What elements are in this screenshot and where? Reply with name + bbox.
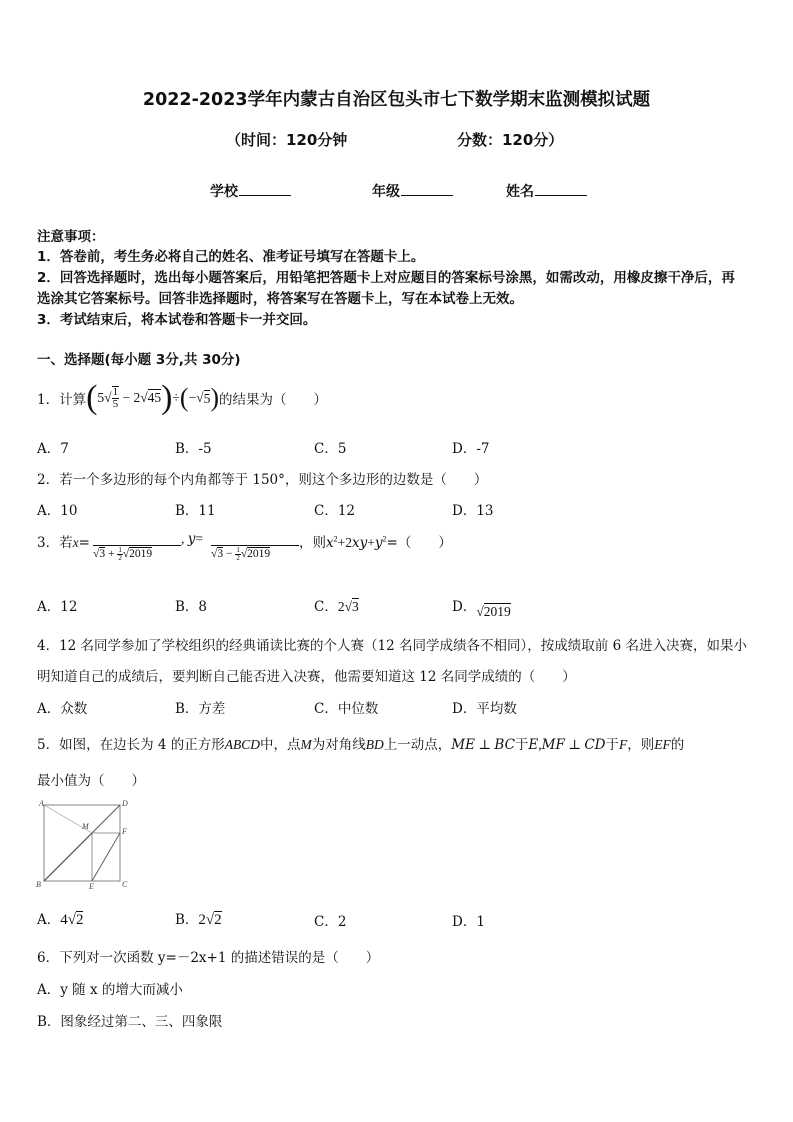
q3-option-d[interactable]: D．√2019 [452,599,511,619]
q1-option-c[interactable]: C．5 [314,441,347,457]
q5-option-c[interactable]: C．2 [314,914,347,930]
figure-label-c: C [122,880,128,889]
q4-option-c[interactable]: C．中位数 [314,701,379,717]
q3-expression: ，则$x^2+2xy+y^2=$（ ） [299,534,452,551]
segment-ef [92,833,120,881]
note-item: 选涂其它答案标号。回答非选择题时，将答案写在答题卡上，写在本试卷上无效。 [37,291,523,307]
q5-text: 上一动点， [383,737,452,753]
question-5-line-1: 5．如图，在边长为 4 的正方形ABCD中，点M为对角线BD上一动点，ME ⊥ BC于E,MF ⊥ CD于F，则EF的 [37,737,685,753]
exam-score: 分数：120分） [457,131,564,149]
q3-y-denominator: √3 − $\frac{1}{2}$ √2019 [211,545,299,562]
question-1-suffix: 的结果为（ ） [219,392,328,408]
q6-option-a[interactable]: A．y 随 x 的增大而减小 [37,982,183,998]
page-title: 2022-2023学年内蒙古自治区包头市七下数学期末监测模拟试题 [142,90,651,110]
q2-option-c[interactable]: C．12 [314,503,356,519]
section-heading: 一、选择题(每小题 3分,共 30分) [37,352,241,368]
question-1 [37,378,327,418]
q5-square-figure [36,798,128,890]
q2-option-b[interactable]: B．11 [175,503,216,519]
name-label: 姓名 [506,184,534,200]
q1-option-b[interactable]: B．-5 [175,441,212,457]
figure-label-d: D [122,799,128,808]
q3-tail: =（ ） [386,535,452,551]
note-item: 3．考试结束后，将本试卷和答题卡一并交回。 [37,312,317,328]
question-5-line-2: 最小值为（ ） [37,773,145,789]
figure-label-f: F [122,827,127,836]
notes-heading: 注意事项： [37,229,105,245]
q5-option-d[interactable]: D．1 [452,914,485,930]
q5-text: 为对角线 [311,737,366,753]
figure-label-b: B [36,880,41,889]
figure-label-m: M [82,822,89,831]
q5-option-a-label: A． [37,912,61,928]
q3-option-b[interactable]: B．8 [175,599,208,615]
question-1-prefix: 1．计算 [37,392,87,408]
line-bm [44,833,92,881]
q4-option-d[interactable]: D．平均数 [452,701,517,717]
q2-option-d[interactable]: D．13 [452,503,494,519]
question-4-line-2: 明知道自己的成绩后，要判断自己能否进入决赛，他需要知道这 12 名同学成绩的（ ） [37,669,576,685]
q5-text: 于 [514,737,529,753]
q3-option-d-label: D． [452,599,477,615]
grade-blank [401,183,453,196]
q1-option-a[interactable]: A．7 [37,441,69,457]
q5-option-b-label: B． [175,912,199,928]
q5-option-b[interactable]: B．2√2 [175,912,222,928]
q4-option-a[interactable]: A．众数 [37,701,88,717]
question-4-line-1: 4．12 名同学参加了学校组织的经典诵读比赛的个人赛（12 名同学成绩各不相同），按成绩取前 6 名进入决赛，如果小 [37,638,747,654]
q5-text: ，则 [627,737,655,753]
figure-label-a: A [39,799,44,808]
exam-time: （时间：120分钟 [226,131,348,149]
q3-option-c-label: C． [314,599,338,615]
question-3-prefix: 3．若 [37,535,73,551]
question-3: 3．若x= [37,535,90,551]
q5-text: 的 [670,737,685,753]
school-label: 学校 [210,184,238,200]
q5-option-a[interactable]: A．4√2 [37,912,84,928]
note-item: 1．答卷前，考生务必将自己的姓名、准考证号填写在答题卡上。 [37,249,425,265]
grade-label: 年级 [372,184,400,200]
note-item: 2．回答选择题时，选出每小题答案后，用铅笔把答题卡上对应题目的答案标号涂黑，如需改动，用橡皮擦干净后，再 [37,270,735,286]
grade-field [372,181,453,201]
school-field [210,181,291,201]
question-2: 2．若一个多边形的每个内角都等于 150°，则这个多边形的边数是（ ） [37,472,488,488]
name-field [506,181,587,201]
q3-y-label: , y= [181,531,204,547]
school-blank [239,183,291,196]
q4-option-b[interactable]: B．方差 [175,701,226,717]
q6-option-b[interactable]: B．图象经过第二、三、四象限 [37,1014,223,1030]
q3-x-denominator: √3 + $\frac{1}{2}$ √2019 [93,545,181,562]
q3-option-a[interactable]: A．12 [37,599,78,615]
question-6: 6．下列对一次函数 y=－2x+1 的描述错误的是（ ） [37,950,380,966]
q5-text: 5．如图，在边长为 4 的正方形 [37,737,225,753]
q1-option-d[interactable]: D．-7 [452,441,490,457]
question-1-expression: ( 5 √ $\frac{1}{5}$ − 2 √45 ) ÷ ( −√ 5 ) [86,379,220,416]
q3-option-c[interactable]: C．2√3 [314,599,359,615]
q5-text: 于 [605,737,619,753]
figure-label-e: E [89,882,94,890]
q2-option-a[interactable]: A．10 [37,503,78,519]
q3-then: ，则 [299,535,326,551]
q5-text: 中，点 [260,737,301,753]
name-blank [535,183,587,196]
